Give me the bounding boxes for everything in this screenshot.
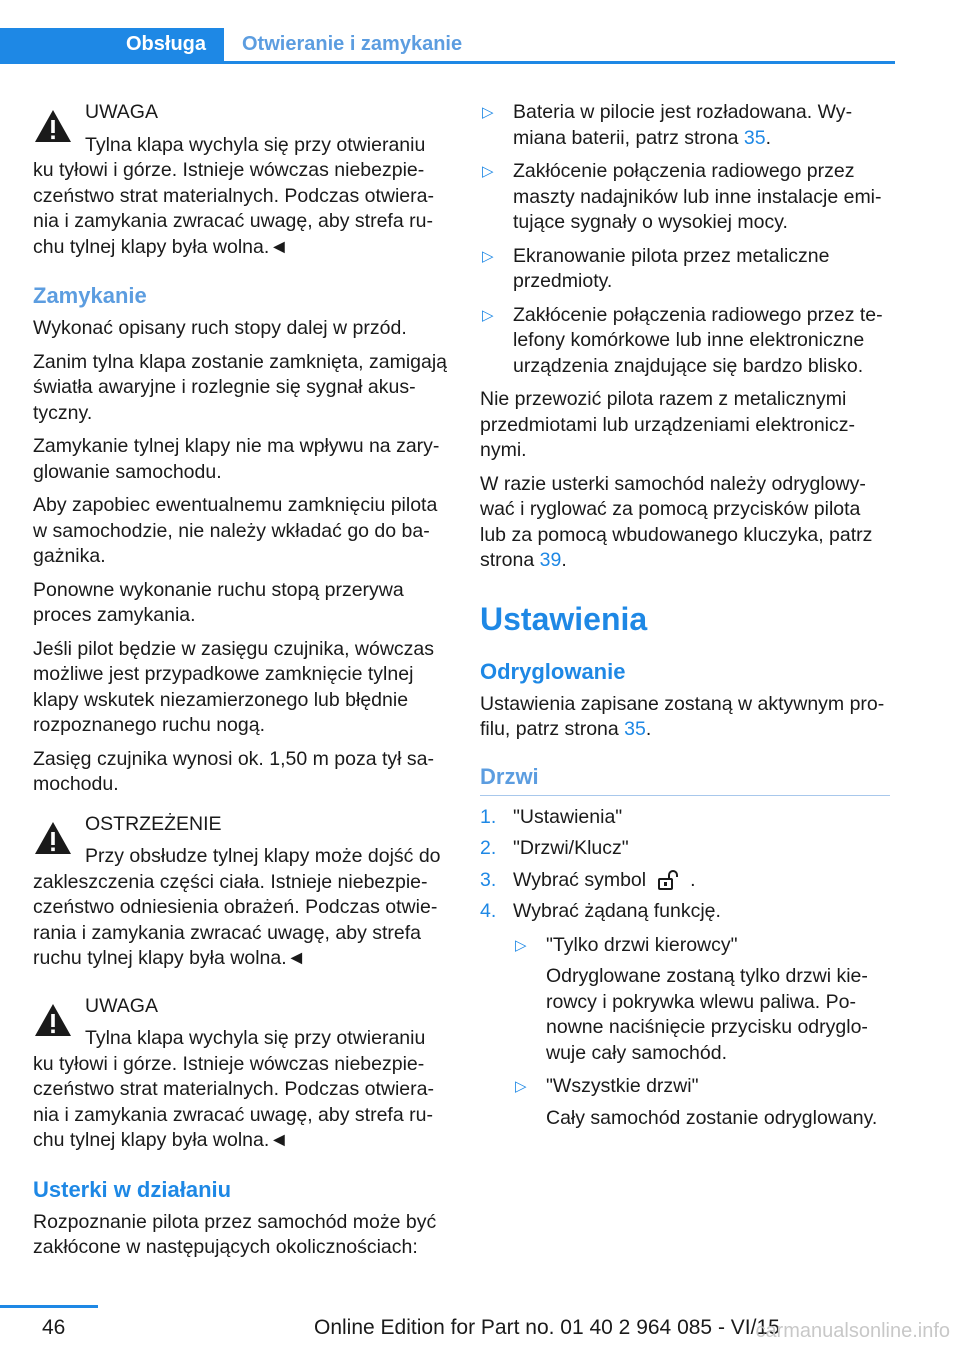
paragraph: Jeśli pilot będzie w zasięgu czujnika, wówczas możliwe jest przypadkowe zamknięcie tylnej klapy wskutek niezamierzonego lub błędnie rozpoznanego ruchu nogą.: [33, 637, 435, 736]
heading-drzwi: Drzwi: [480, 763, 539, 789]
warning-triangle-icon: [33, 1002, 73, 1038]
watermark: carmanualsonline.info: [755, 1320, 950, 1342]
warning-text: Przy obsłudze tylnej klapy może dojść do zakleszczenia części ciała. Istnieje niebezpieczeństwo odniesienia obrażeń. Podczas otwierania i zamykania zwracać uwagę, aby strefa ruchu tylnej klapy była wolna.◄: [33, 845, 441, 969]
list-item: ▷ "Tylko drzwi kierowcy" Odryglowane zostaną tylko drzwi kierowcy i pokrywka wlewu paliwa. Ponowne naciśnięcie przycisku odryglowuje cały samochód.: [513, 933, 890, 1067]
bullet-list: [480, 100, 890, 379]
paragraph: Zanim tylna klapa zostanie zamknięta, zamigają światła awaryjne i rozlegnie się sygnał akustyczny.: [33, 350, 448, 424]
paragraph: Rozpoznanie pilota przez samochód może być zakłócone w następujących okolicznościach:: [33, 1210, 437, 1258]
separator: [480, 795, 890, 796]
warning-text: Tylna klapa wychyla się przy otwieraniu ku tyłowi i górze. Istnieje wówczas niebezpieczeństwo strat materialnych. Podczas otwierania i zamykania zwracać uwagę, aby strefa ruchu tylnej klapy była wolna.◄: [33, 133, 434, 258]
paragraph: Aby zapobiec ewentualnemu zamknięciu pilota w samochodzie, nie należy wkładać go do bagażnika.: [33, 494, 438, 567]
paragraph: Ustawienia zapisane zostaną w aktywnym profilu, patrz strona 35.: [480, 692, 885, 740]
list-item: ▷ Zakłócenie połączenia radiowego przez maszty nadajników lub inne instalacje emitujące sygnały o wysokiej mocy.: [480, 159, 890, 236]
step-item: 4. Wybrać żądaną funkcję. ▷ "Tylko drzwi kierowcy" Odryglowane zostaną tylko drzwi kierowcy i pokrywka wlewu paliwa. Ponowne naciśnięcie przycisku odryglowuje cały samochód. ▷ "Wszystkie drzwi" Cały samochód zostanie odryglowany.: [480, 899, 890, 1131]
page-link[interactable]: 39: [539, 549, 562, 571]
heading-zamykanie: Zamykanie: [33, 283, 147, 308]
page-link[interactable]: 35: [743, 126, 766, 149]
warning-box-uwaga-2: [33, 994, 448, 1154]
warning-triangle-icon: [33, 820, 73, 856]
paragraph: Wykonać opisany ruch stopy dalej w przód.: [33, 317, 407, 339]
footer-rule: [0, 1305, 98, 1308]
heading-usterki: Usterki w działaniu: [33, 1176, 232, 1202]
steps-list: [480, 805, 890, 1132]
header-rule: [0, 61, 895, 64]
warning-box-uwaga-1: [33, 100, 448, 260]
heading-ustawienia: Ustawienia: [480, 600, 648, 637]
warning-title: UWAGA: [85, 101, 158, 123]
warning-title: UWAGA: [85, 994, 158, 1017]
page-number: 46: [42, 1316, 66, 1339]
tab-otwieranie[interactable]: Otwieranie i zamykanie: [242, 33, 463, 55]
paragraph: Zamykanie tylnej klapy nie ma wpływu na zaryglowanie samochodu.: [33, 435, 440, 483]
page-link[interactable]: 35: [624, 718, 646, 740]
edition-note: Online Edition for Part no. 01 40 2 964 085 - VI/15: [314, 1316, 780, 1339]
warning-triangle-icon: [33, 108, 73, 144]
paragraph: Nie przewozić pilota razem z metalicznymi przedmiotami lub urządzeniami elektronicznymi.: [480, 388, 855, 461]
warning-text: Tylna klapa wychyla się przy otwieraniu ku tyłowi i górze. Istnieje wówczas niebezpieczeństwo strat materialnych. Podczas otwierania i zamykania zwracać uwagę, aby strefa ruchu tylnej klapy była wolna.◄: [33, 1027, 434, 1151]
paragraph: Ponowne wykonanie ruchu stopą przerywa proces zamykania.: [33, 578, 404, 626]
step-item: 2. "Drzwi/Klucz": [480, 837, 629, 859]
paragraph: Zasięg czujnika wynosi ok. 1,50 m poza tył samochodu.: [33, 747, 435, 795]
list-item: ▷ Ekranowanie pilota przez metaliczne przedmioty.: [480, 244, 890, 295]
list-item: ▷ Bateria w pilocie jest rozładowana. Wymiana baterii, patrz strona 35.: [480, 100, 890, 151]
paragraph: W razie usterki samochód należy odryglowywać i ryglować za pomocą przycisków pilota lub za pomocą wbudowanego kluczyka, patrz strona 39.: [480, 472, 873, 571]
right-column: [480, 100, 890, 1139]
step-item: 1. "Ustawienia": [480, 805, 623, 828]
warning-box-ostrzezenie: [33, 812, 448, 972]
list-item: ▷ "Wszystkie drzwi" Cały samochód zostanie odryglowany.: [513, 1074, 890, 1131]
list-item: ▷ Zakłócenie połączenia radiowego przez telefony komórkowe lub inne elektroniczne urządzenia znajdujące się bardzo blisko.: [480, 303, 890, 380]
tab-obsluga[interactable]: Obsługa: [0, 28, 224, 61]
header: [0, 28, 895, 64]
sub-options: [513, 933, 890, 1132]
step-item: 3. Wybrać symbol .: [480, 868, 696, 891]
unlock-icon: [656, 868, 680, 892]
left-column: [33, 100, 448, 1269]
warning-title: OSTRZEŻENIE: [85, 812, 222, 835]
heading-odryglowanie: Odryglowanie: [480, 658, 626, 684]
